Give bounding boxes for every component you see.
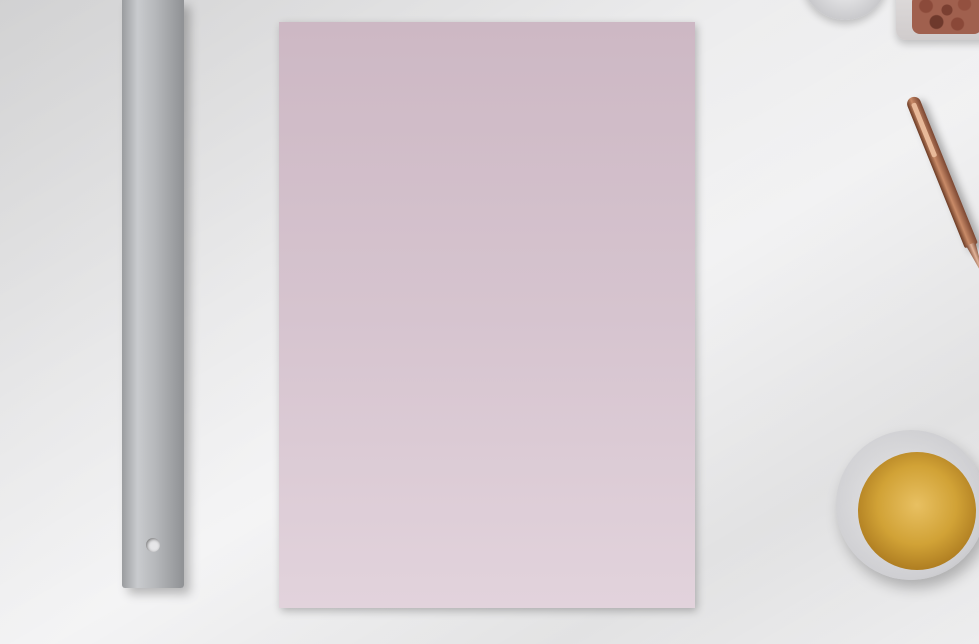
coffee: [858, 452, 976, 570]
instruction-card: [279, 22, 695, 608]
ruler-hole: [146, 538, 160, 552]
ruler: [122, 0, 184, 588]
ruler-scale: [122, 0, 184, 588]
nuts: [912, 0, 979, 34]
